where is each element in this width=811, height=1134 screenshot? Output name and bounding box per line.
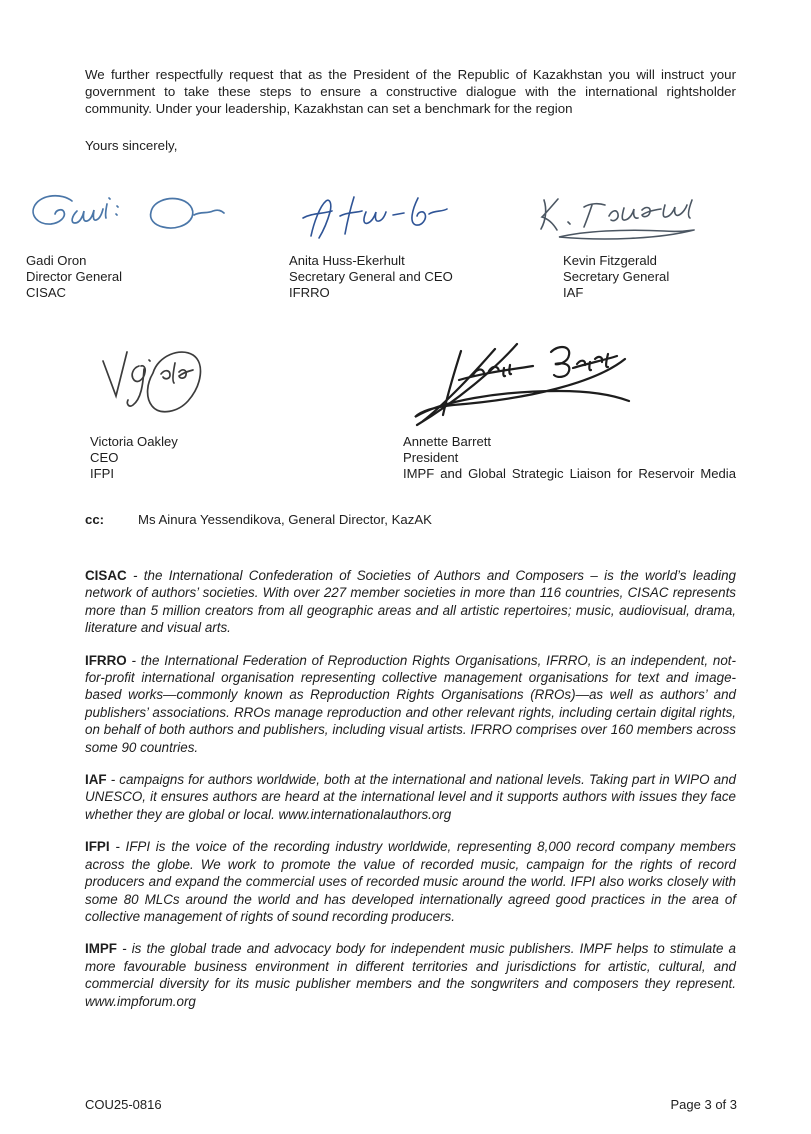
signature-gadi-oron-icon xyxy=(26,183,276,253)
note-ifrro xyxy=(85,652,736,756)
note-org-text: - the International Confederation of Societies of Authors and Composers – is the world’s leading network of authors’ societies. With over 227 member societies in more than 116 countries, CISAC represents more than 5 million creators from all geographic areas and all artistic repertoires; music, audiovisual, drama, literature and visual arts. xyxy=(85,568,736,636)
signatory-block-annette-barrett xyxy=(403,338,736,482)
signatory-block-anita-huss-ekerhult xyxy=(289,183,549,301)
note-org-abbr: IMPF xyxy=(85,941,117,957)
signatory-block-victoria-oakley xyxy=(90,338,350,482)
signatory-details xyxy=(403,434,736,482)
request-paragraph: We further respectfully request that as the President of the Republic of Kazakhstan you will instruct your government to take these steps to ensure a constructive dialogue with the international rightsholder community. Under your leadership, Kazakhstan can set a benchmark for the region xyxy=(85,67,736,116)
signatory-block-kevin-fitzgerald xyxy=(563,183,793,301)
note-ifpi xyxy=(85,838,736,925)
note-org-abbr: IFPI xyxy=(85,839,110,855)
signatory-org: CISAC xyxy=(26,285,67,300)
signatory-name: Anita Huss-Ekerhult xyxy=(289,253,405,268)
cc-label: cc: xyxy=(85,512,105,527)
note-org-abbr: CISAC xyxy=(85,568,127,583)
signatory-details xyxy=(563,253,793,301)
signatory-org: IFRRO xyxy=(289,285,330,300)
signature-kevin-fitzgerald-icon xyxy=(563,183,793,253)
note-cisac xyxy=(85,567,736,637)
signatory-title: Director General xyxy=(26,269,123,284)
note-org-text: - IFPI is the voice of the recording industry worldwide, representing 8,000 record company members across the globe. We work to promote the value of recorded music, campaign for the rights of record producers and expand the commercial uses of recorded music around the world. IFPI also works closely with some 80 MLCs around the world and has developed internationally agreed good practices in the area of collective management of rights of sound recording producers. xyxy=(85,839,736,924)
note-org-text: - campaigns for authors worldwide, both at the international and national levels. Taking part in WIPO and UNESCO, it ensures authors are heard at the international level and it supports authors with issues they face whether they are global or local. www.internationalauthors.org xyxy=(85,772,736,822)
signature-row-1 xyxy=(0,183,811,303)
page-number: Page 3 of 3 xyxy=(670,1097,737,1112)
signatory-title: CEO xyxy=(90,450,119,465)
signatory-name: Gadi Oron xyxy=(26,253,87,268)
note-org-abbr: IFRRO xyxy=(85,652,127,668)
signatory-org: IFPI xyxy=(90,466,115,481)
signatory-details xyxy=(90,434,350,482)
cc-recipient: Ms Ainura Yessendikova, General Director, KazAK xyxy=(138,512,432,527)
signatory-name: Kevin Fitzgerald xyxy=(563,253,657,268)
note-iaf xyxy=(85,771,736,823)
signatory-title: Secretary General and CEO xyxy=(289,269,453,284)
note-org-abbr: IAF xyxy=(85,772,107,788)
cc-line xyxy=(85,512,432,527)
note-org-text: - is the global trade and advocacy body for independent music publishers. IMPF helps to stimulate a more favourable business environment in different territories and jurisdictions for artistic, cultural, and commercial diversity for its music publisher members and the songwriters and composers they represent. www.impforum.org xyxy=(85,941,736,1009)
page-footer xyxy=(85,1097,737,1112)
signatory-details xyxy=(289,253,549,301)
organisation-notes xyxy=(85,567,736,1025)
note-org-text: - the International Federation of Reproduction Rights Organisations, IFRRO, is an independent, not-for-profit international organisation representing collective management organisations for text and image-based works—commonly known as Reproduction Rights Organisations (RROs)—as well as authors’ and publishers’ associations. RROs manage reproduction and other relevant rights, including certain digital rights, on behalf of both authors and publishers, including visual artists. IFRRO comprises over 160 members across some 90 countries. xyxy=(85,652,736,755)
signatory-details xyxy=(26,253,276,301)
note-impf xyxy=(85,940,736,1010)
signatory-org: IMPF and Global Strategic Liaison for Reservoir Media xyxy=(403,466,736,481)
signatory-title: Secretary General xyxy=(563,269,670,284)
signatory-title: President xyxy=(403,450,459,465)
signatory-block-gadi-oron xyxy=(26,183,276,301)
signature-victoria-oakley-icon xyxy=(90,338,350,434)
signature-annette-barrett-icon xyxy=(403,338,736,434)
signature-row-2 xyxy=(0,338,811,488)
signatory-name: Annette Barrett xyxy=(403,434,492,449)
closing-salutation: Yours sincerely, xyxy=(85,138,178,153)
signatory-name: Victoria Oakley xyxy=(90,434,178,449)
signature-anita-huss-ekerhult-icon xyxy=(289,183,549,253)
document-reference: COU25-0816 xyxy=(85,1097,162,1112)
signatory-org: IAF xyxy=(563,285,584,300)
